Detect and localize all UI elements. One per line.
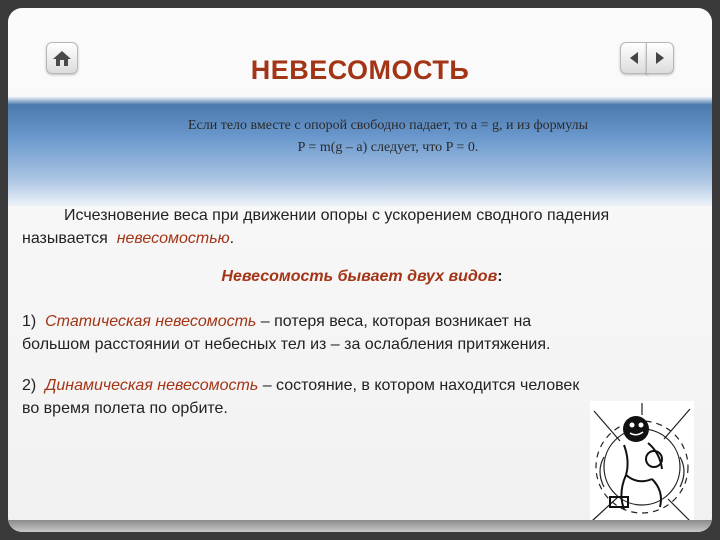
list-item-term: Динамическая невесомость [45,377,259,394]
bottom-bar [8,520,712,532]
list-item-rest: – состояние, в котором находится человек [262,377,580,394]
definition-paragraph [22,204,702,250]
formula-line-1: Если тело вместе с опорой свободно падает, то a = g, и из формулы [187,118,589,133]
definition-line-1: Исчезновение веса при движении опоры с ускорением сводного падения [64,207,610,224]
astronaut-illustration [590,401,694,529]
list-item [22,310,702,356]
list-item-line-2: большом расстоянии от небесных тел из – за ослабления притяжения. [22,336,551,353]
formula-line-2: P = m(g – a) следует, что P = 0. [297,140,479,155]
list-item-term: Статическая невесомость [45,313,257,330]
list-item-number: 2) [22,377,37,394]
formula-text [108,115,668,159]
slide [8,8,712,532]
definition-line-2 [22,227,702,250]
types-heading-term: Невесомость бывает двух видов [221,268,498,285]
slide-title: НЕВЕСОМОСТЬ [250,55,470,85]
types-heading-colon: : [497,268,503,285]
list-item-number: 1) [22,313,37,330]
list-item-line-1 [22,310,702,333]
definition-suffix: . [229,230,235,247]
list-item-rest: – потеря веса, которая возникает на [260,313,532,330]
list-item-line-1 [22,374,702,397]
definition-term: невесомостью [116,230,230,247]
types-heading [22,265,702,288]
list-item-line-2: во время полета по орбите. [22,400,228,417]
definition-prefix: называется [22,230,108,247]
